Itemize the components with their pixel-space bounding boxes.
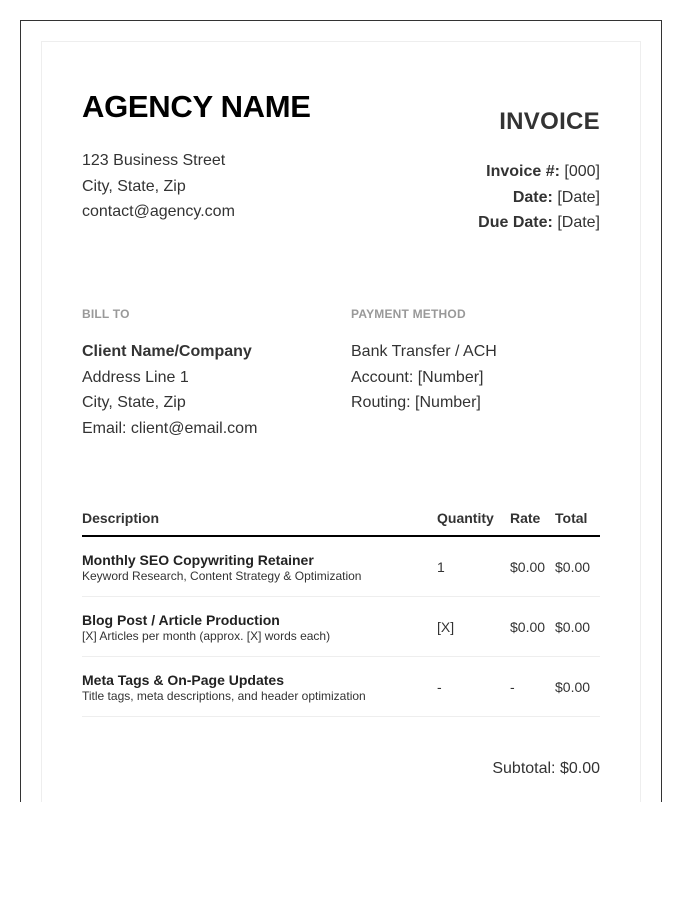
- invoice-due-date: [478, 214, 600, 232]
- item-total: $0.00: [555, 559, 591, 575]
- item-subtitle: Keyword Research, Content Strategy & Optimization: [82, 569, 362, 583]
- item-quantity: 1: [437, 559, 445, 575]
- table-row: [82, 537, 600, 597]
- table-header: [82, 502, 600, 537]
- invoice-number-value: [000]: [564, 163, 600, 180]
- client-email: Email: client@email.com: [82, 420, 258, 437]
- client-name: Client Name/Company: [82, 343, 252, 360]
- item-quantity: -: [437, 679, 442, 695]
- header-description: Description: [82, 510, 160, 526]
- invoice-due-value: [Date]: [557, 214, 600, 231]
- line-items-table: [82, 502, 600, 717]
- item-title: Blog Post / Article Production: [82, 612, 280, 628]
- agency-name: AGENCY NAME: [82, 89, 311, 124]
- bill-to-label: BILL TO: [82, 307, 130, 321]
- invoice-date-label: Date:: [512, 189, 553, 206]
- agency-street: 123 Business Street: [82, 152, 226, 169]
- payment-method: Bank Transfer / ACH: [351, 343, 497, 360]
- item-rate: $0.00: [510, 619, 546, 635]
- item-rate: $0.00: [510, 559, 546, 575]
- subtotal-label: Subtotal:: [492, 760, 556, 777]
- invoice-due-label: Due Date:: [478, 214, 553, 231]
- item-rate: -: [510, 679, 515, 695]
- subtotal-value: $0.00: [559, 760, 600, 777]
- invoice-title: INVOICE: [499, 108, 600, 135]
- table-row: [82, 657, 600, 717]
- payment-routing: Routing: [Number]: [351, 394, 481, 411]
- payment-method-label: PAYMENT METHOD: [351, 307, 466, 321]
- item-title: Monthly SEO Copywriting Retainer: [82, 552, 314, 568]
- item-subtitle: Title tags, meta descriptions, and header optimization: [82, 689, 366, 703]
- item-quantity: [X]: [437, 619, 455, 635]
- payment-account: Account: [Number]: [351, 369, 484, 386]
- subtotal: [492, 760, 600, 778]
- item-total: $0.00: [555, 679, 591, 695]
- item-total: $0.00: [555, 619, 591, 635]
- item-subtitle: [X] Articles per month (approx. [X] words each): [82, 629, 331, 643]
- header-quantity: Quantity: [437, 510, 494, 526]
- invoice-number-label: Invoice #:: [486, 163, 560, 180]
- invoice-date-value: [Date]: [557, 189, 600, 206]
- invoice-date: [513, 189, 600, 207]
- item-title: Meta Tags & On-Page Updates: [82, 672, 285, 688]
- header-total: Total: [555, 510, 588, 526]
- table-row: [82, 597, 600, 657]
- client-address: Address Line 1: [82, 369, 189, 386]
- header-rate: Rate: [510, 510, 541, 526]
- agency-email: contact@agency.com: [82, 203, 235, 220]
- client-city-state-zip: City, State, Zip: [82, 394, 186, 411]
- agency-city-state-zip: City, State, Zip: [82, 178, 186, 195]
- invoice-number: [486, 163, 600, 181]
